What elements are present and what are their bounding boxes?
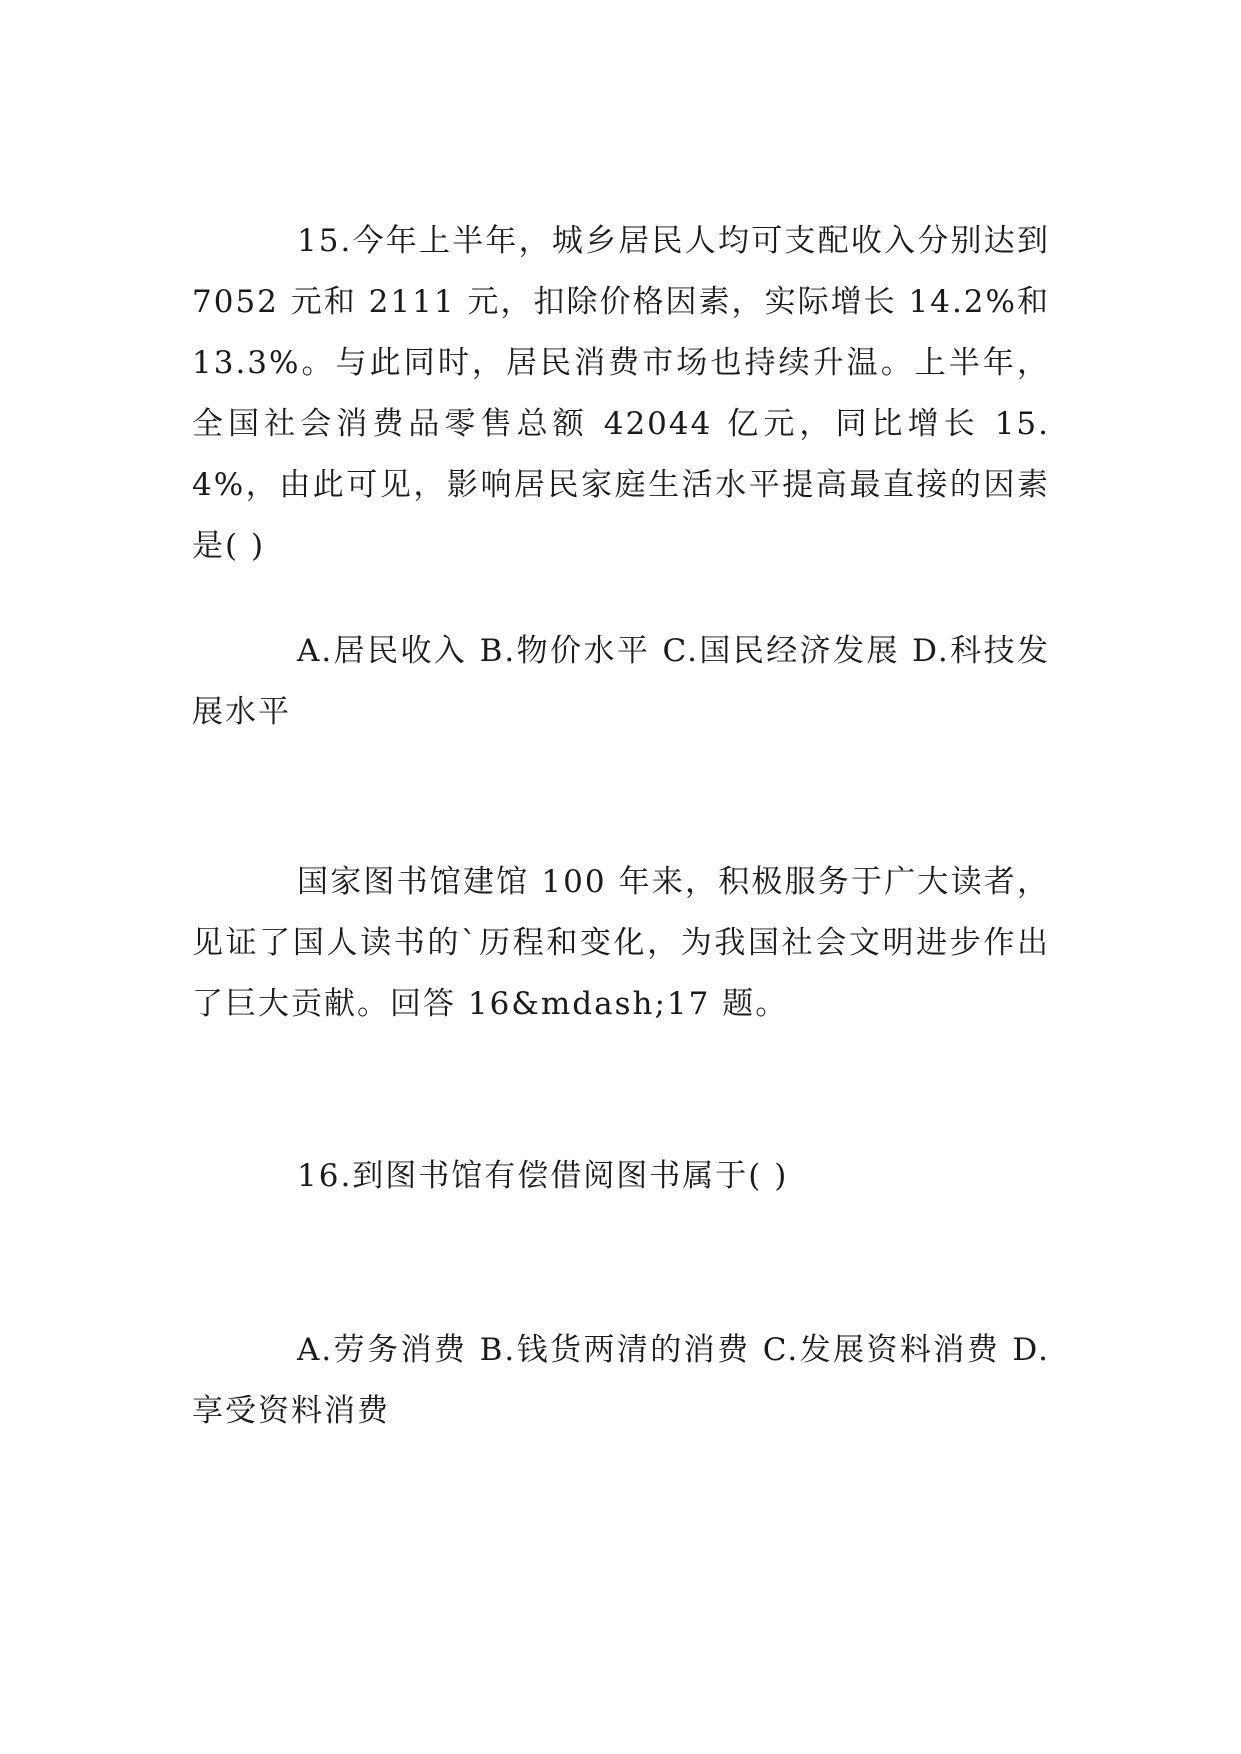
reading-passage: 国家图书馆建馆 100 年来，积极服务于广大读者，见证了国人读书的`历程和变化，为我国社会文明进步作出了巨大贡献。回答 16&mdash;17 题。 [192,864,1050,1022]
question-15-stem: 15.今年上半年，城乡居民人均可支配收入分别达到7052 元和 2111 元，扣除价格因素，实际增长 14.2%和13.3%。与此同时，居民消费市场也持续升温。上半年，全国社会消费品零售总额 42044 亿元，同比增长 15.4%，由此可见，影响居民家庭生活水平提高最直接的因素是( ) [192,223,1050,564]
question-15-options: A.居民收入 B.物价水平 C.国民经济发展 D.科技发展水平 [192,633,1050,730]
question-16-stem: 16.到图书馆有偿借阅图书属于( ) [297,1158,789,1194]
question-16-options: A.劳务消费 B.钱货两清的消费 C.发展资料消费 D.享受资料消费 [192,1332,1050,1429]
